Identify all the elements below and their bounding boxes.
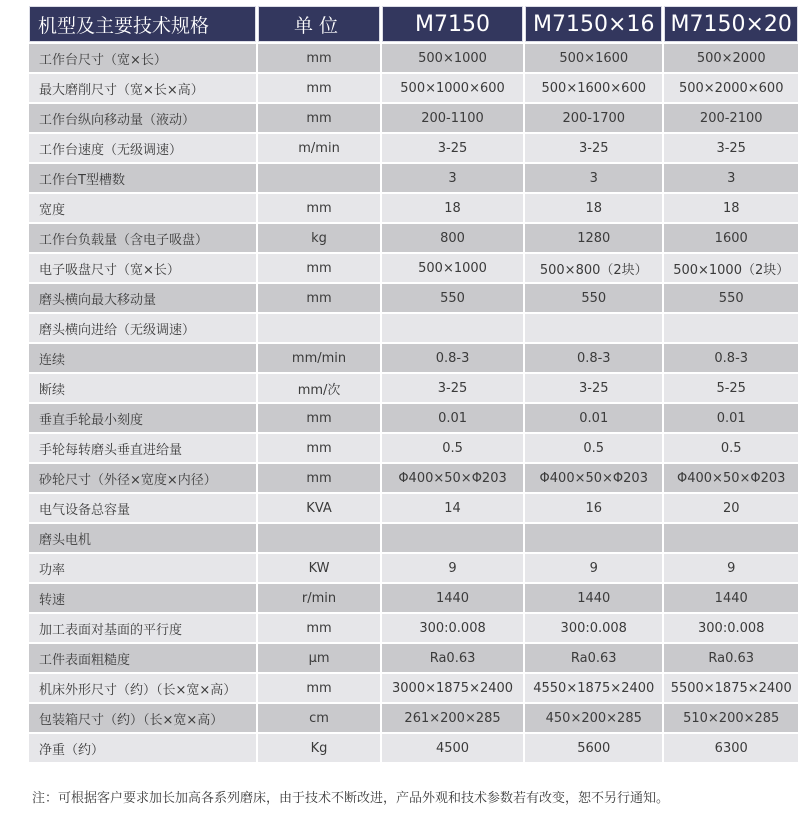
value-cell-m7150x16: 500×800（2块） <box>525 254 662 282</box>
value-cell-m7150x20: 20 <box>664 494 798 522</box>
unit-cell: μm <box>258 644 380 672</box>
spec-name-cell: 包装箱尺寸（约）（长×宽×高） <box>29 704 256 732</box>
value-cell-m7150x16: 0.8-3 <box>525 344 662 372</box>
spec-name-cell: 连续 <box>29 344 256 372</box>
spec-name-cell: 手轮每转磨头垂直进给量 <box>29 434 256 462</box>
table-row <box>29 284 798 312</box>
unit-cell <box>258 164 380 192</box>
table-row <box>29 254 798 282</box>
table-row <box>29 464 798 492</box>
value-cell-m7150x20: 18 <box>664 194 798 222</box>
unit-cell: KVA <box>258 494 380 522</box>
table-row <box>29 224 798 252</box>
spec-name-cell: 工作台纵向移动量（液动） <box>29 104 256 132</box>
value-cell-m7150x16: 500×1600 <box>525 44 662 72</box>
table-row <box>29 344 798 372</box>
spec-name-cell: 宽度 <box>29 194 256 222</box>
header-model-m7150: M7150 <box>382 6 523 42</box>
table-row <box>29 674 798 702</box>
unit-cell: mm <box>258 254 380 282</box>
value-cell-m7150x20 <box>664 314 798 342</box>
spec-name-cell: 工件表面粗糙度 <box>29 644 256 672</box>
value-cell-m7150: 500×1000 <box>382 254 523 282</box>
table-row <box>29 494 798 522</box>
value-cell-m7150x16 <box>525 524 662 552</box>
value-cell-m7150x20: Φ400×50×Φ203 <box>664 464 798 492</box>
unit-cell: Kg <box>258 734 380 762</box>
spec-name-cell: 净重（约） <box>29 734 256 762</box>
table-row <box>29 524 798 552</box>
table-row <box>29 644 798 672</box>
value-cell-m7150x16: Φ400×50×Φ203 <box>525 464 662 492</box>
spec-name-cell: 加工表面对基面的平行度 <box>29 614 256 642</box>
unit-cell: mm <box>258 404 380 432</box>
value-cell-m7150x20: 1440 <box>664 584 798 612</box>
table-row <box>29 374 798 402</box>
value-cell-m7150x16: 450×200×285 <box>525 704 662 732</box>
value-cell-m7150x20: 1600 <box>664 224 798 252</box>
value-cell-m7150x16: 300:0.008 <box>525 614 662 642</box>
unit-cell: mm <box>258 74 380 102</box>
header-spec-label: 机型及主要技术规格 <box>29 6 256 42</box>
spec-name-cell: 断续 <box>29 374 256 402</box>
value-cell-m7150x20: 3-25 <box>664 134 798 162</box>
unit-cell: mm/min <box>258 344 380 372</box>
table-row <box>29 734 798 762</box>
unit-cell: mm <box>258 674 380 702</box>
value-cell-m7150x16: 1280 <box>525 224 662 252</box>
table-row <box>29 614 798 642</box>
spec-name-cell: 工作台T型槽数 <box>29 164 256 192</box>
value-cell-m7150x20: 300:0.008 <box>664 614 798 642</box>
table-row <box>29 584 798 612</box>
value-cell-m7150x20: 200-2100 <box>664 104 798 132</box>
spec-name-cell: 磨头横向进给（无级调速） <box>29 314 256 342</box>
header-model-m7150x16: M7150×16 <box>525 6 662 42</box>
spec-name-cell: 工作台尺寸（宽×长） <box>29 44 256 72</box>
table-row <box>29 554 798 582</box>
spec-name-cell: 磨头电机 <box>29 524 256 552</box>
spec-name-cell: 功率 <box>29 554 256 582</box>
unit-cell: mm <box>258 104 380 132</box>
value-cell-m7150x20 <box>664 524 798 552</box>
footnote: 注：可根据客户要求加长加高各系列磨床，由于技术不断改进，产品外观和技术参数若有改变，恕不另行通知。 <box>32 791 670 806</box>
header-model-m7150x20: M7150×20 <box>664 6 798 42</box>
unit-cell <box>258 314 380 342</box>
table-row <box>29 194 798 222</box>
value-cell-m7150x16 <box>525 314 662 342</box>
value-cell-m7150x20: 5-25 <box>664 374 798 402</box>
table-row <box>29 134 798 162</box>
value-cell-m7150 <box>382 524 523 552</box>
table-row <box>29 314 798 342</box>
value-cell-m7150x16: 18 <box>525 194 662 222</box>
unit-cell <box>258 524 380 552</box>
value-cell-m7150: 500×1000×600 <box>382 74 523 102</box>
value-cell-m7150: 550 <box>382 284 523 312</box>
value-cell-m7150x16: 550 <box>525 284 662 312</box>
value-cell-m7150x20: 9 <box>664 554 798 582</box>
unit-cell: mm <box>258 284 380 312</box>
spec-table <box>27 4 800 764</box>
value-cell-m7150: 9 <box>382 554 523 582</box>
table-row <box>29 704 798 732</box>
unit-cell: cm <box>258 704 380 732</box>
value-cell-m7150x20: 500×1000（2块） <box>664 254 798 282</box>
table-row <box>29 74 798 102</box>
value-cell-m7150x16: Ra0.63 <box>525 644 662 672</box>
value-cell-m7150x20: 6300 <box>664 734 798 762</box>
value-cell-m7150x20: 0.8-3 <box>664 344 798 372</box>
unit-cell: mm <box>258 464 380 492</box>
value-cell-m7150x20: 550 <box>664 284 798 312</box>
value-cell-m7150x20: 500×2000 <box>664 44 798 72</box>
value-cell-m7150x20: 500×2000×600 <box>664 74 798 102</box>
value-cell-m7150 <box>382 314 523 342</box>
value-cell-m7150x16: 4550×1875×2400 <box>525 674 662 702</box>
value-cell-m7150x16: 1440 <box>525 584 662 612</box>
value-cell-m7150: 14 <box>382 494 523 522</box>
value-cell-m7150x16: 0.5 <box>525 434 662 462</box>
spec-name-cell: 工作台速度（无级调速） <box>29 134 256 162</box>
value-cell-m7150x20: 510×200×285 <box>664 704 798 732</box>
spec-name-cell: 机床外形尺寸（约）（长×宽×高） <box>29 674 256 702</box>
value-cell-m7150: 3 <box>382 164 523 192</box>
unit-cell: mm <box>258 44 380 72</box>
value-cell-m7150x16: 0.01 <box>525 404 662 432</box>
value-cell-m7150x20: 5500×1875×2400 <box>664 674 798 702</box>
spec-name-cell: 电子吸盘尺寸（宽×长） <box>29 254 256 282</box>
spec-name-cell: 磨头横向最大移动量 <box>29 284 256 312</box>
value-cell-m7150x16: 3-25 <box>525 374 662 402</box>
unit-cell: m/min <box>258 134 380 162</box>
value-cell-m7150: Φ400×50×Φ203 <box>382 464 523 492</box>
spec-name-cell: 工作台负载量（含电子吸盘） <box>29 224 256 252</box>
value-cell-m7150x16: 3-25 <box>525 134 662 162</box>
value-cell-m7150x20: 0.01 <box>664 404 798 432</box>
unit-cell: mm/次 <box>258 374 380 402</box>
unit-cell: mm <box>258 614 380 642</box>
header-unit-label: 单位 <box>258 6 380 42</box>
value-cell-m7150x16: 3 <box>525 164 662 192</box>
value-cell-m7150: Ra0.63 <box>382 644 523 672</box>
value-cell-m7150: 4500 <box>382 734 523 762</box>
spec-name-cell: 转速 <box>29 584 256 612</box>
value-cell-m7150: 0.8-3 <box>382 344 523 372</box>
value-cell-m7150: 3-25 <box>382 134 523 162</box>
spec-name-cell: 砂轮尺寸（外径×宽度×内径） <box>29 464 256 492</box>
table-row <box>29 404 798 432</box>
value-cell-m7150: 300:0.008 <box>382 614 523 642</box>
value-cell-m7150x20: 0.5 <box>664 434 798 462</box>
value-cell-m7150: 800 <box>382 224 523 252</box>
value-cell-m7150x16: 16 <box>525 494 662 522</box>
table-row <box>29 44 798 72</box>
spec-name-cell: 电气设备总容量 <box>29 494 256 522</box>
unit-cell: mm <box>258 194 380 222</box>
unit-cell: KW <box>258 554 380 582</box>
value-cell-m7150: 200-1100 <box>382 104 523 132</box>
table-row <box>29 104 798 132</box>
value-cell-m7150: 3000×1875×2400 <box>382 674 523 702</box>
value-cell-m7150: 261×200×285 <box>382 704 523 732</box>
unit-cell: kg <box>258 224 380 252</box>
value-cell-m7150: 500×1000 <box>382 44 523 72</box>
value-cell-m7150: 3-25 <box>382 374 523 402</box>
value-cell-m7150: 18 <box>382 194 523 222</box>
value-cell-m7150x16: 5600 <box>525 734 662 762</box>
spec-table-body <box>29 44 798 762</box>
unit-cell: r/min <box>258 584 380 612</box>
table-row <box>29 164 798 192</box>
spec-name-cell: 垂直手轮最小刻度 <box>29 404 256 432</box>
value-cell-m7150: 0.5 <box>382 434 523 462</box>
value-cell-m7150: 0.01 <box>382 404 523 432</box>
header-row <box>29 6 798 42</box>
value-cell-m7150x20: Ra0.63 <box>664 644 798 672</box>
table-row <box>29 434 798 462</box>
unit-cell: mm <box>258 434 380 462</box>
value-cell-m7150x20: 3 <box>664 164 798 192</box>
value-cell-m7150x16: 9 <box>525 554 662 582</box>
spec-name-cell: 最大磨削尺寸（宽×长×高） <box>29 74 256 102</box>
value-cell-m7150x16: 200-1700 <box>525 104 662 132</box>
value-cell-m7150x16: 500×1600×600 <box>525 74 662 102</box>
value-cell-m7150: 1440 <box>382 584 523 612</box>
